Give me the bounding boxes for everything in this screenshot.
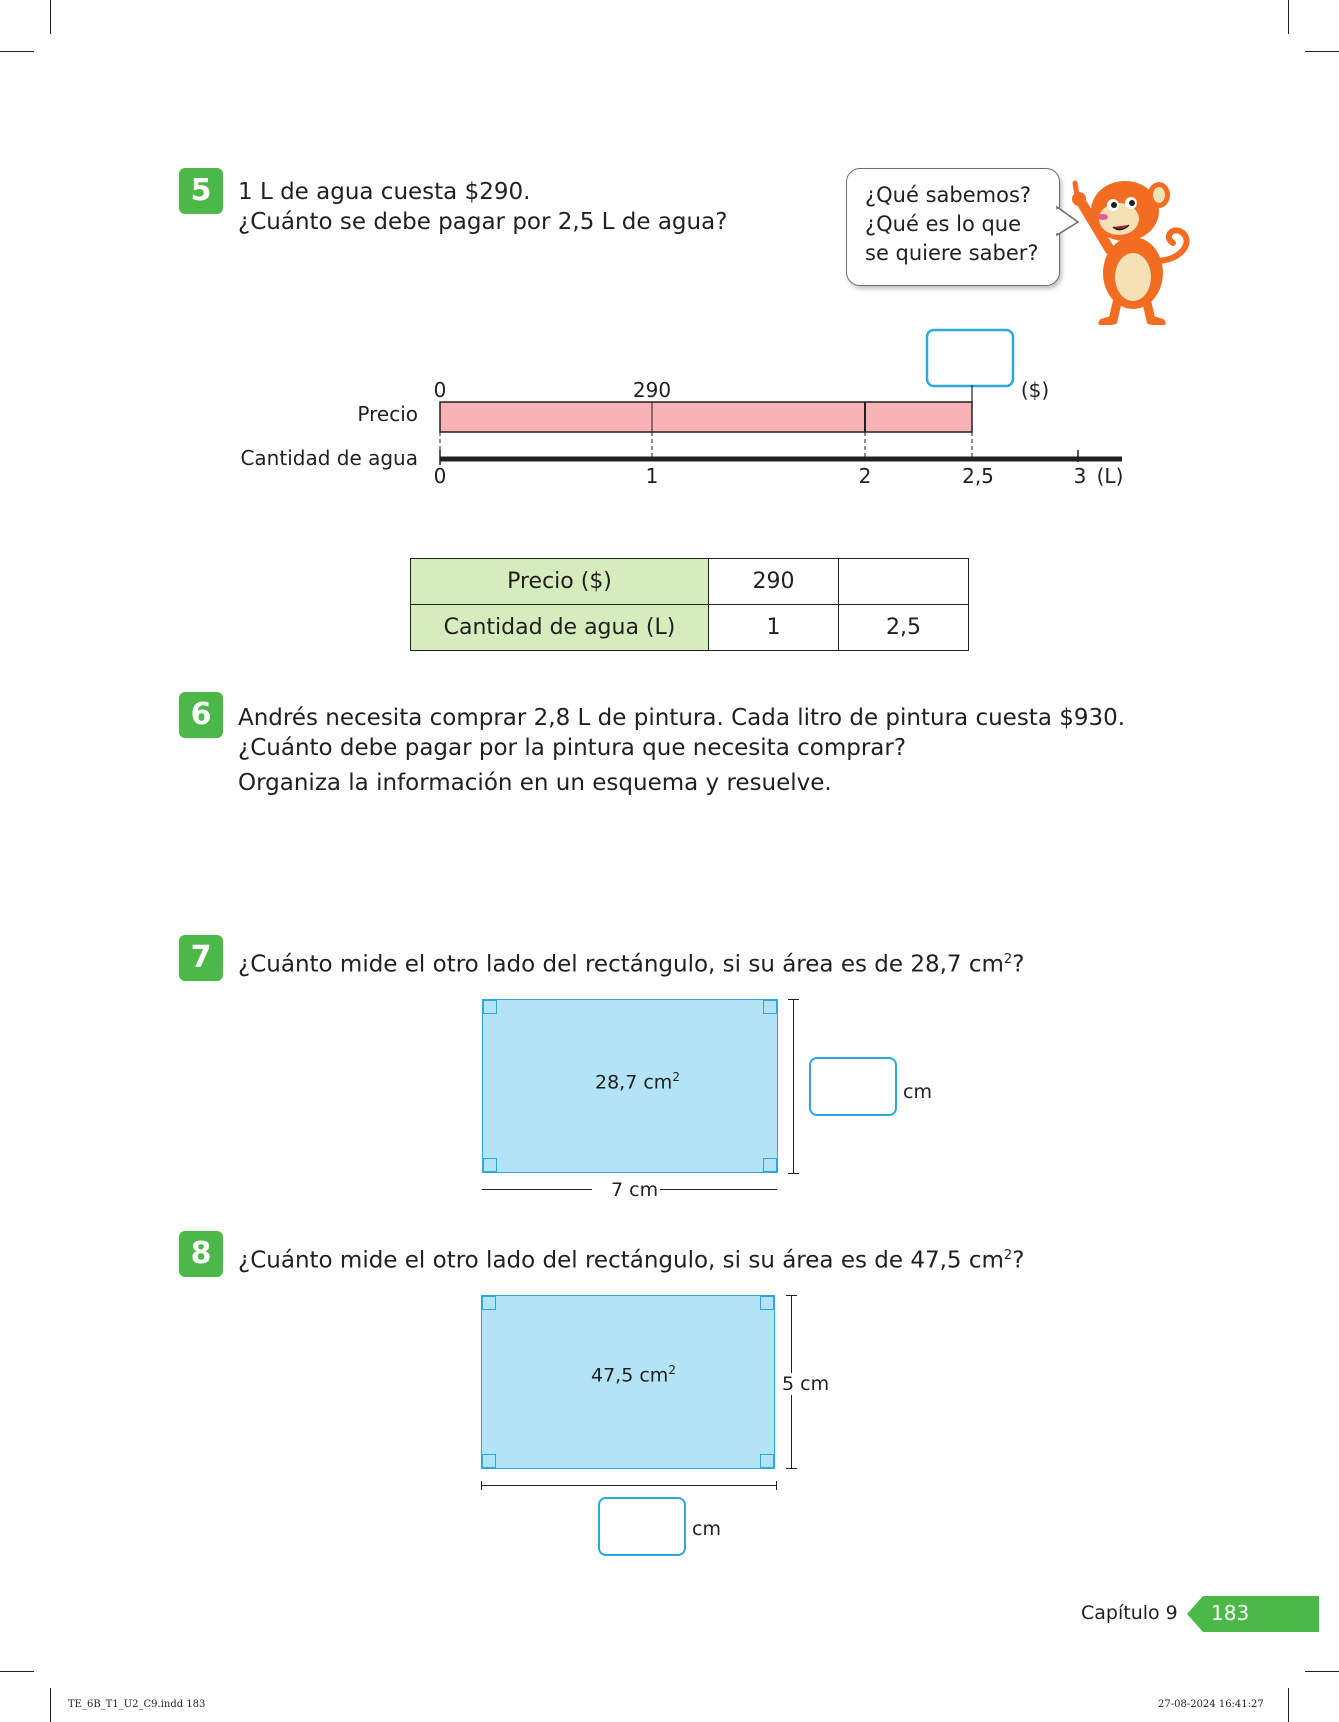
monkey-mascot-icon [1055,165,1205,325]
page-number-tab [1187,1596,1319,1632]
crop-mark [1305,51,1339,52]
measure-cap [788,999,799,1000]
width-measure-line [481,1485,777,1486]
amount-tick-3: 3 [1073,464,1087,488]
answer-box-height[interactable] [809,1057,897,1116]
crop-mark [50,1688,51,1722]
price-tick-0: 0 [433,378,447,402]
bubble-line-2: ¿Qué es lo que [865,212,1022,236]
answer-unit-7: cm [903,1081,932,1103]
measure-cap [786,1468,797,1469]
answer-box-price[interactable] [927,330,1013,386]
answer-box-width[interactable] [598,1497,686,1556]
problem-7-badge: 7 [179,935,223,981]
width-label-7: 7 cm [611,1179,659,1201]
right-angle-mark [760,1296,774,1310]
price-tick-290: 290 [632,378,672,402]
crop-mark [1288,0,1289,34]
problem-8-question-sup: 2 [1003,1248,1013,1263]
rectangle-7-area [595,1070,680,1093]
right-angle-mark [483,1000,497,1014]
problem-6-badge: 6 [179,692,223,738]
table-cell: 1 [709,605,839,651]
right-angle-mark [482,1454,496,1468]
problem-6-line-2: ¿Cuánto debe pagar por la pintura que necesita comprar? [238,735,907,761]
table-row [411,605,969,651]
rectangle-7-area-sup: 2 [672,1070,680,1084]
answer-unit-8: cm [692,1518,721,1540]
crop-mark [50,0,51,34]
width-measure-line-right [660,1189,777,1190]
rectangle-8 [481,1295,775,1469]
right-angle-mark [763,1000,777,1014]
rectangle-8-area-sup: 2 [668,1363,676,1377]
table-cell: Cantidad de agua (L) [411,605,709,651]
speech-bubble [846,168,1060,286]
print-timestamp: 27-08-2024 16:41:27 [1158,1699,1264,1710]
problem-8-question [238,1241,1024,1276]
problem-6-line-1: Andrés necesita comprar 2,8 L de pintura. Cada litro de pintura cuesta $930. [238,705,1126,731]
amount-row-label: Cantidad de agua [240,446,418,470]
problem-7-question-sup: 2 [1003,952,1013,967]
problem-7-question [238,945,1024,980]
problem-5-line-2: ¿Cuánto se debe pagar por 2,5 L de agua? [238,209,728,235]
amount-tick-2-5: 2,5 [962,464,994,488]
crop-mark [1305,1671,1339,1672]
width-measure-line-left [482,1189,592,1190]
problem-7-question-end: ? [1012,951,1025,978]
height-measure-line [793,999,794,1174]
right-angle-mark [482,1296,496,1310]
amount-tick-1: 1 [645,464,659,488]
bubble-line-1: ¿Qué sabemos? [865,183,1032,207]
measure-cap [788,1173,799,1174]
table-cell: Precio ($) [411,559,709,605]
table-cell: 2,5 [839,605,969,651]
problem-8-question-end: ? [1012,1247,1025,1274]
problem-5-badge: 5 [179,168,223,214]
problem-5-line-1: 1 L de agua cuesta $290. [238,179,531,205]
right-angle-mark [763,1158,777,1172]
table-cell: 290 [709,559,839,605]
measure-cap [776,1481,777,1490]
amount-tick-0: 0 [433,464,447,488]
price-bar [440,402,972,432]
speech-bubble-text [865,181,1039,268]
file-info: TE_6B_T1_U2_C9.indd 183 [68,1699,206,1710]
crop-mark [1288,1688,1289,1722]
crop-mark [0,51,34,52]
tape-diagram [240,325,1140,495]
measure-cap [481,1481,482,1490]
problem-8-badge: 8 [179,1231,223,1277]
table-cell-answer[interactable] [839,559,969,605]
price-quantity-table [410,558,969,651]
height-label-8: 5 cm [782,1373,830,1395]
problem-6-line-3: Organiza la información en un esquema y resuelve. [238,770,832,796]
right-angle-mark [483,1158,497,1172]
rectangle-7 [482,999,778,1173]
table-row [411,559,969,605]
bubble-line-3: se quiere saber? [865,241,1039,265]
problem-8-question-text: ¿Cuánto mide el otro lado del rectángulo, si su área es de 47,5 cm [238,1247,1004,1274]
problem-7-question-text: ¿Cuánto mide el otro lado del rectángulo, si su área es de 28,7 cm [238,951,1004,978]
page-number: 183 [1211,1601,1250,1625]
rectangle-7-area-value: 28,7 cm [595,1071,673,1094]
crop-mark [0,1671,34,1672]
amount-unit: (L) [1096,464,1124,488]
rectangle-8-area-value: 47,5 cm [591,1364,669,1387]
price-row-label: Precio [357,402,418,426]
amount-tick-2: 2 [858,464,872,488]
measure-cap [786,1295,797,1296]
right-angle-mark [760,1454,774,1468]
rectangle-8-area [591,1363,676,1386]
chapter-label: Capítulo 9 [1081,1602,1178,1624]
price-unit: ($) [1020,378,1050,402]
